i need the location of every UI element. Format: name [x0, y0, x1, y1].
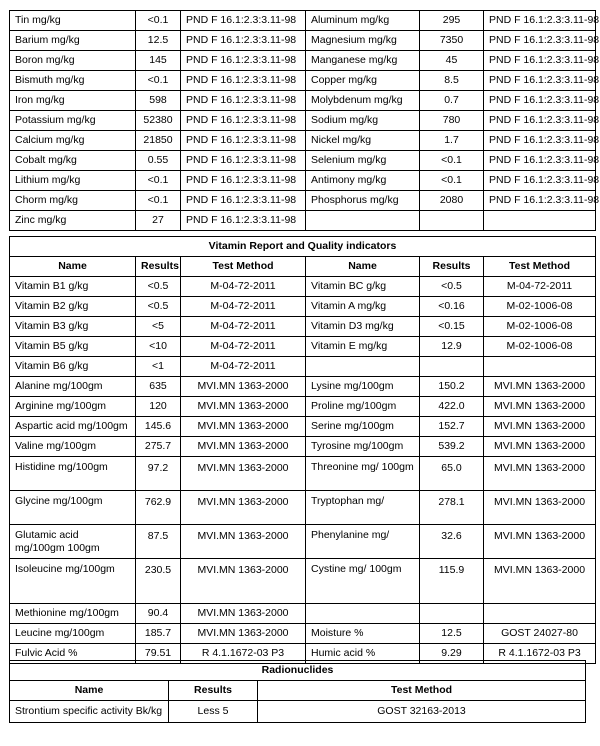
result-value: 8.5	[420, 71, 484, 91]
parameter-name: Sodium mg/kg	[306, 111, 420, 131]
table-row	[10, 277, 596, 297]
test-method: MVI.MN 1363-2000	[181, 417, 306, 437]
parameter-name	[306, 604, 420, 624]
test-method: M-02-1006-08	[484, 337, 596, 357]
parameter-name: Humic acid %	[306, 644, 420, 664]
table-row	[10, 31, 596, 51]
result-value: 145.6	[136, 417, 181, 437]
result-value: <0.5	[136, 297, 181, 317]
parameter-name: Valine mg/100gm	[10, 437, 136, 457]
radionuclides-header-row	[10, 681, 586, 701]
parameter-name	[306, 211, 420, 231]
test-method: PND F 16.1:2.3:3.11-98	[484, 51, 596, 71]
test-method: M-04-72-2011	[181, 337, 306, 357]
result-value: <0.1	[420, 171, 484, 191]
test-method: PND F 16.1:2.3:3.11-98	[181, 111, 306, 131]
table-row	[10, 191, 596, 211]
test-method: MVI.MN 1363-2000	[181, 525, 306, 559]
result-value: <0.1	[136, 71, 181, 91]
test-method: M-02-1006-08	[484, 297, 596, 317]
header-name-right: Name	[306, 257, 420, 277]
parameter-name	[306, 357, 420, 377]
test-method: MVI.MN 1363-2000	[484, 559, 596, 604]
result-value: 275.7	[136, 437, 181, 457]
test-method: MVI.MN 1363-2000	[484, 491, 596, 525]
test-method: MVI.MN 1363-2000	[484, 437, 596, 457]
result-value: 32.6	[420, 525, 484, 559]
parameter-name: Fulvic Acid %	[10, 644, 136, 664]
parameter-name: Potassium mg/kg	[10, 111, 136, 131]
parameter-name: Phosphorus mg/kg	[306, 191, 420, 211]
result-value: 230.5	[136, 559, 181, 604]
table-row	[10, 437, 596, 457]
parameter-name: Threonine mg/ 100gm	[306, 457, 420, 491]
result-value: <0.5	[136, 277, 181, 297]
result-value: 780	[420, 111, 484, 131]
result-value: <0.16	[420, 297, 484, 317]
test-method: MVI.MN 1363-2000	[181, 457, 306, 491]
result-value: <0.1	[136, 11, 181, 31]
test-method: GOST 32163-2013	[258, 701, 586, 723]
result-value: <0.15	[420, 317, 484, 337]
result-value: 762.9	[136, 491, 181, 525]
result-value: 120	[136, 397, 181, 417]
test-method: GOST 24027-80	[484, 624, 596, 644]
test-method: PND F 16.1:2.3:3.11-98	[181, 11, 306, 31]
result-value: <5	[136, 317, 181, 337]
table-row	[10, 131, 596, 151]
parameter-name: Glycine mg/100gm	[10, 491, 136, 525]
result-value: 7350	[420, 31, 484, 51]
result-value: 1.7	[420, 131, 484, 151]
parameter-name: Zinc mg/kg	[10, 211, 136, 231]
result-value: 12.5	[420, 624, 484, 644]
test-method: M-04-72-2011	[181, 357, 306, 377]
parameter-name: Alanine mg/100gm	[10, 377, 136, 397]
parameter-name: Vitamin B3 g/kg	[10, 317, 136, 337]
test-method: MVI.MN 1363-2000	[181, 377, 306, 397]
parameter-name: Vitamin B1 g/kg	[10, 277, 136, 297]
result-value: 0.7	[420, 91, 484, 111]
radio-header-name: Name	[10, 681, 169, 701]
result-value: 12.9	[420, 337, 484, 357]
test-method: PND F 16.1:2.3:3.11-98	[181, 151, 306, 171]
header-results-left: Results	[136, 257, 181, 277]
result-value: <0.1	[420, 151, 484, 171]
result-value: 598	[136, 91, 181, 111]
test-method: MVI.MN 1363-2000	[484, 377, 596, 397]
table-row	[10, 111, 596, 131]
result-value: 87.5	[136, 525, 181, 559]
parameter-name: Proline mg/100gm	[306, 397, 420, 417]
header-method-right: Test Method	[484, 257, 596, 277]
test-method: PND F 16.1:2.3:3.11-98	[484, 11, 596, 31]
test-method: PND F 16.1:2.3:3.11-98	[484, 131, 596, 151]
result-value: 45	[420, 51, 484, 71]
table-row	[10, 357, 596, 377]
result-value: 52380	[136, 111, 181, 131]
parameter-name: Vitamin B6 g/kg	[10, 357, 136, 377]
test-method: M-04-72-2011	[181, 277, 306, 297]
parameter-name: Tyrosine mg/100gm	[306, 437, 420, 457]
test-method: MVI.MN 1363-2000	[484, 525, 596, 559]
test-method: PND F 16.1:2.3:3.11-98	[181, 191, 306, 211]
test-method: MVI.MN 1363-2000	[181, 437, 306, 457]
vitamins-header-row	[10, 257, 596, 277]
test-method: PND F 16.1:2.3:3.11-98	[484, 191, 596, 211]
parameter-name: Bismuth mg/kg	[10, 71, 136, 91]
test-method: MVI.MN 1363-2000	[181, 624, 306, 644]
parameter-name: Phenylanine mg/	[306, 525, 420, 559]
result-value: 21850	[136, 131, 181, 151]
table-row	[10, 337, 596, 357]
result-value: 295	[420, 11, 484, 31]
parameter-name: Tin mg/kg	[10, 11, 136, 31]
vitamins-section-title: Vitamin Report and Quality indicators	[10, 237, 596, 257]
table-row	[10, 701, 586, 723]
radionuclides-section-title: Radionuclides	[10, 661, 586, 681]
parameter-name: Histidine mg/100gm	[10, 457, 136, 491]
test-method: R 4.1.1672-03 P3	[181, 644, 306, 664]
parameter-name: Antimony mg/kg	[306, 171, 420, 191]
minerals-table	[9, 10, 600, 231]
table-row	[10, 297, 596, 317]
result-value: 65.0	[420, 457, 484, 491]
table-row	[10, 397, 596, 417]
table-row	[10, 171, 596, 191]
parameter-name: Cobalt mg/kg	[10, 151, 136, 171]
result-value: 27	[136, 211, 181, 231]
parameter-name: Copper mg/kg	[306, 71, 420, 91]
parameter-name: Nickel mg/kg	[306, 131, 420, 151]
test-method: PND F 16.1:2.3:3.11-98	[484, 71, 596, 91]
result-value: <0.1	[136, 171, 181, 191]
table-row	[10, 525, 596, 559]
result-value: 2080	[420, 191, 484, 211]
test-method: M-04-72-2011	[484, 277, 596, 297]
parameter-name: Lysine mg/100gm	[306, 377, 420, 397]
result-value: 12.5	[136, 31, 181, 51]
result-value: 9.29	[420, 644, 484, 664]
test-method: MVI.MN 1363-2000	[484, 457, 596, 491]
test-method: R 4.1.1672-03 P3	[484, 644, 596, 664]
table-row	[10, 559, 596, 604]
parameter-name: Selenium mg/kg	[306, 151, 420, 171]
radionuclides-table	[9, 660, 586, 723]
result-value: 145	[136, 51, 181, 71]
table-row	[10, 151, 596, 171]
parameter-name: Barium mg/kg	[10, 31, 136, 51]
table-row	[10, 211, 596, 231]
test-method: MVI.MN 1363-2000	[181, 491, 306, 525]
table-row	[10, 51, 596, 71]
parameter-name: Cystine mg/ 100gm	[306, 559, 420, 604]
parameter-name: Glutamic acid mg/100gm 100gm	[10, 525, 136, 559]
result-value: 79.51	[136, 644, 181, 664]
radionuclides-title-row	[10, 661, 586, 681]
table-row	[10, 11, 596, 31]
result-value: 278.1	[420, 491, 484, 525]
parameter-name: Manganese mg/kg	[306, 51, 420, 71]
header-method-left: Test Method	[181, 257, 306, 277]
parameter-name: Vitamin B2 g/kg	[10, 297, 136, 317]
parameter-name: Strontium specific activity Bk/kg	[10, 701, 169, 723]
result-value	[420, 357, 484, 377]
test-method: M-02-1006-08	[484, 317, 596, 337]
result-value	[420, 604, 484, 624]
parameter-name: Isoleucine mg/100gm	[10, 559, 136, 604]
vitamins-title-row	[10, 237, 596, 257]
parameter-name: Moisture %	[306, 624, 420, 644]
result-value: Less 5	[169, 701, 258, 723]
test-method: MVI.MN 1363-2000	[484, 417, 596, 437]
result-value: 97.2	[136, 457, 181, 491]
result-value: 150.2	[420, 377, 484, 397]
test-method	[484, 357, 596, 377]
test-method	[484, 211, 596, 231]
test-method: PND F 16.1:2.3:3.11-98	[484, 111, 596, 131]
test-method: PND F 16.1:2.3:3.11-98	[181, 211, 306, 231]
table-row	[10, 604, 596, 624]
parameter-name: Calcium mg/kg	[10, 131, 136, 151]
result-value: 185.7	[136, 624, 181, 644]
parameter-name: Vitamin A mg/kg	[306, 297, 420, 317]
result-value: 635	[136, 377, 181, 397]
test-method: PND F 16.1:2.3:3.11-98	[181, 71, 306, 91]
result-value: <0.5	[420, 277, 484, 297]
test-method: PND F 16.1:2.3:3.11-98	[484, 91, 596, 111]
result-value: 152.7	[420, 417, 484, 437]
parameter-name: Molybdenum mg/kg	[306, 91, 420, 111]
test-method	[484, 604, 596, 624]
result-value: 115.9	[420, 559, 484, 604]
header-results-right: Results	[420, 257, 484, 277]
table-row	[10, 377, 596, 397]
test-method: MVI.MN 1363-2000	[181, 397, 306, 417]
parameter-name: Aluminum mg/kg	[306, 11, 420, 31]
result-value: <0.1	[136, 191, 181, 211]
table-row	[10, 91, 596, 111]
radio-header-method: Test Method	[258, 681, 586, 701]
parameter-name: Methionine mg/100gm	[10, 604, 136, 624]
test-method: MVI.MN 1363-2000	[181, 559, 306, 604]
parameter-name: Aspartic acid mg/100gm	[10, 417, 136, 437]
parameter-name: Leucine mg/100gm	[10, 624, 136, 644]
test-method: PND F 16.1:2.3:3.11-98	[181, 171, 306, 191]
table-row	[10, 491, 596, 525]
result-value	[420, 211, 484, 231]
parameter-name: Vitamin D3 mg/kg	[306, 317, 420, 337]
parameter-name: Iron mg/kg	[10, 91, 136, 111]
result-value: 422.0	[420, 397, 484, 417]
table-row	[10, 317, 596, 337]
parameter-name: Vitamin BC g/kg	[306, 277, 420, 297]
test-method: PND F 16.1:2.3:3.11-98	[484, 151, 596, 171]
result-value: 539.2	[420, 437, 484, 457]
table-row	[10, 417, 596, 437]
parameter-name: Chorm mg/kg	[10, 191, 136, 211]
table-row	[10, 457, 596, 491]
test-method: PND F 16.1:2.3:3.11-98	[181, 131, 306, 151]
test-method: PND F 16.1:2.3:3.11-98	[484, 171, 596, 191]
test-method: M-04-72-2011	[181, 297, 306, 317]
parameter-name: Boron mg/kg	[10, 51, 136, 71]
test-method: PND F 16.1:2.3:3.11-98	[181, 31, 306, 51]
test-method: MVI.MN 1363-2000	[484, 397, 596, 417]
test-method: M-04-72-2011	[181, 317, 306, 337]
parameter-name: Vitamin E mg/kg	[306, 337, 420, 357]
test-method: PND F 16.1:2.3:3.11-98	[181, 51, 306, 71]
table-row	[10, 71, 596, 91]
result-value: 90.4	[136, 604, 181, 624]
parameter-name: Lithium mg/kg	[10, 171, 136, 191]
result-value: <1	[136, 357, 181, 377]
parameter-name: Magnesium mg/kg	[306, 31, 420, 51]
test-method: PND F 16.1:2.3:3.11-98	[484, 31, 596, 51]
parameter-name: Arginine mg/100gm	[10, 397, 136, 417]
test-method: MVI.MN 1363-2000	[181, 604, 306, 624]
parameter-name: Tryptophan mg/	[306, 491, 420, 525]
header-name-left: Name	[10, 257, 136, 277]
test-method: PND F 16.1:2.3:3.11-98	[181, 91, 306, 111]
parameter-name: Vitamin B5 g/kg	[10, 337, 136, 357]
result-value: 0.55	[136, 151, 181, 171]
parameter-name: Serine mg/100gm	[306, 417, 420, 437]
vitamins-quality-table	[9, 236, 596, 664]
radio-header-results: Results	[169, 681, 258, 701]
result-value: <10	[136, 337, 181, 357]
table-row	[10, 624, 596, 644]
